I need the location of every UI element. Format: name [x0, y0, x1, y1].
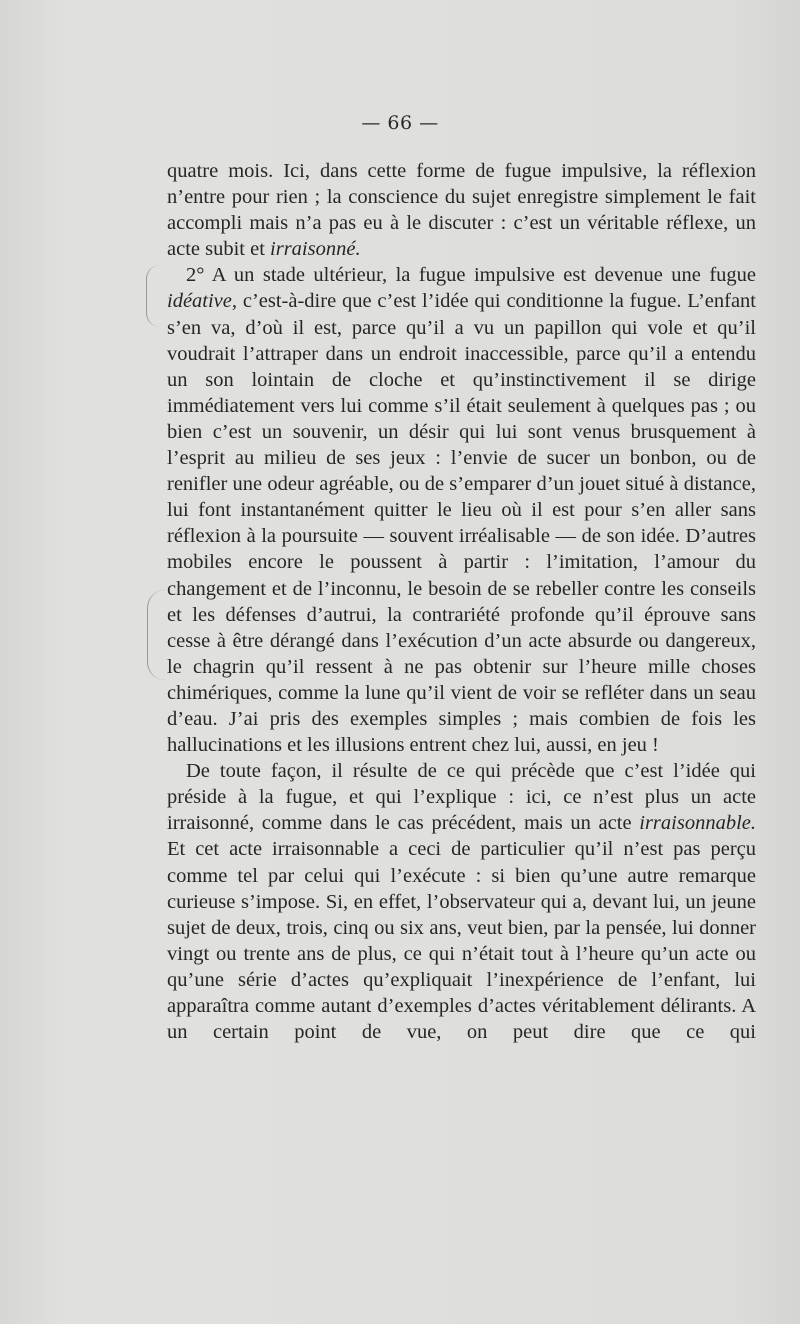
text-run: 2° A un stade ultérieur, la fugue impulsive est devenue une fugue	[186, 264, 756, 287]
text-run: De toute façon, il résulte de ce qui précède que c’est l’idée qui préside à la fugue, et qui l’explique : ici, ce n’est plus un acte irraisonné, comme dans le cas précédent, mais un acte	[167, 760, 756, 835]
text-run: quatre mois. Ici, dans cette forme de fugue impulsive, la réflexion n’entre pour rien ; la conscience du sujet enregistre simplement le fait accompli mais n’a pas eu à le discuter : c’est un véritable réflexe, un acte subit et	[167, 160, 756, 261]
italic-text-run: irraisonnable.	[639, 812, 756, 835]
paragraph	[167, 158, 756, 262]
page-number: — 66 —	[361, 112, 439, 134]
body-text	[167, 158, 756, 1045]
paragraph	[167, 758, 756, 1045]
italic-text-run: idéative,	[167, 290, 238, 313]
paragraph	[167, 262, 756, 758]
text-run: c’est-à-dire que c’est l’idée qui conditionne la fugue. L’enfant s’en va, d’où il est, parce qu’il a vu un papillon qui vole et qu’il voudrait l’attraper dans un endroit inaccessible, parce qu’il a entendu un son lointain de cloche et qu’instinctivement il se dirige immédiatement vers lui comme s’il était seulement à quelques pas ; ou bien c’est un souvenir, un désir qui lui sont venus brusquement à l’esprit au milieu de ses jeux : l’envie de sucer un bonbon, ou de renifler une odeur agréable, ou de s’emparer d’un jouet situé à distance, lui font instantanément quitter le lieu où il est pour s’en aller sans réflexion à la poursuite — souvent irréalisable — de son idée. D’autres mobiles encore le poussent à partir : l’imitation, l’amour du changement et de l’inconnu, le besoin de se rebeller contre les conseils et les défenses d’autrui, la contrariété profonde qu’il éprouve sans cesse à être dérangé dans l’exécution d’un acte absurde ou dangereux, le chagrin qu’il ressent à ne pas obtenir sur l’heure mille choses chimériques, comme la lune qu’il vient de voir se refléter dans un seau d’eau. J’ai pris des exemples simples ; mais combien de fois les hallucinations et les illusions entrent chez lui, aussi, en jeu !	[167, 290, 756, 757]
pencil-bracket-mark	[147, 590, 166, 680]
italic-text-run: irraisonné.	[270, 238, 361, 261]
text-run: Et cet acte irraisonnable a ceci de particulier qu’il n’est pas perçu comme tel par celui qui l’exécute : si bien qu’une autre remarque curieuse s’impose. Si, en effet, l’observateur qui a, devant lui, un jeune sujet de deux, trois, cinq ou six ans, veut bien, par la pensée, lui donner vingt ou trente ans de plus, ce qui n’était tout à l’heure qu’un acte ou qu’une série d’actes qu’expliquait l’inexpérience de l’enfant, lui apparaîtra comme autant d’exemples d’actes véritablement délirants. A un certain point de vue, on peut dire que ce qui	[167, 838, 756, 1044]
pencil-bracket-mark	[146, 265, 163, 327]
